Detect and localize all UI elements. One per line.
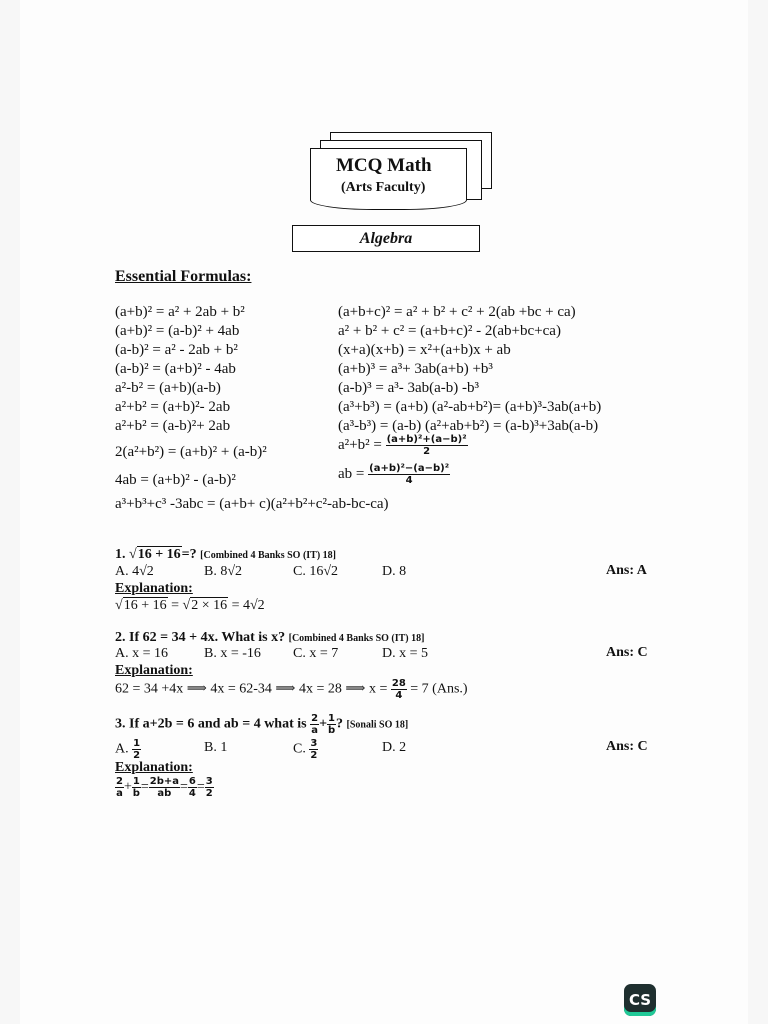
fraction bbox=[205, 776, 214, 799]
q3-option-c[interactable] bbox=[293, 738, 318, 761]
q3-option-a[interactable] bbox=[115, 738, 141, 761]
formula-last: a³+b³+c³ -3abc = (a+b+ c)(a²+b²+c²-ab-bc-ca) bbox=[115, 496, 389, 512]
fraction-numerator: (a+b)²+(a−b)² bbox=[386, 434, 467, 445]
q3-option-a-label: A. bbox=[115, 741, 129, 757]
question-1-source: [Combined 4 Banks SO (IT) 18] bbox=[200, 550, 337, 561]
q3-explanation-heading: Explanation: bbox=[115, 760, 193, 775]
fraction bbox=[309, 738, 318, 761]
formula-left-3: (a-b)² = a² - 2ab + b² bbox=[115, 342, 238, 358]
question-2 bbox=[115, 630, 424, 646]
question-3-source: [Sonali SO 18] bbox=[346, 719, 409, 731]
q3-option-c-label: C. bbox=[293, 741, 306, 757]
question-1-suffix: =? bbox=[181, 547, 197, 562]
q1-explanation-heading: Explanation: bbox=[115, 581, 193, 596]
q3-expl-op: = bbox=[180, 779, 188, 795]
q2-option-d[interactable]: D. x = 5 bbox=[382, 646, 429, 661]
q2-explanation-heading: Explanation: bbox=[115, 663, 193, 678]
question-1-radicand: 16 + 16 bbox=[137, 547, 181, 562]
fraction-numerator: 3 bbox=[310, 738, 318, 749]
fraction-numerator: 6 bbox=[188, 776, 196, 787]
formula-fraction-1-lhs: a²+b² = bbox=[338, 436, 382, 453]
q1-answer: Ans: A bbox=[606, 563, 647, 578]
formulas-heading: Essential Formulas: bbox=[115, 268, 252, 285]
fraction-denominator: 2 bbox=[205, 788, 213, 799]
fraction bbox=[386, 434, 468, 457]
q2-expl-tail: = 7 (Ans.) bbox=[410, 681, 468, 697]
q3-expl-op: = bbox=[140, 779, 149, 795]
fraction-numerator: (a+b)²−(a−b)² bbox=[369, 463, 450, 474]
fraction-denominator: 4 bbox=[405, 475, 413, 486]
formula-left-1: (a+b)² = a² + 2ab + b² bbox=[115, 304, 245, 320]
fraction-denominator: b bbox=[327, 725, 336, 736]
q1-expl-radicand-1: 16 + 16 bbox=[123, 598, 167, 613]
q3-explanation bbox=[115, 776, 214, 799]
page-subtitle: (Arts Faculty) bbox=[341, 180, 426, 195]
question-1: 1. √16 + 16=? [Combined 4 Banks SO (IT) 18] bbox=[115, 547, 337, 562]
question-2-text: 2. If 62 = 34 + 4x. What is x? bbox=[115, 630, 286, 645]
fraction-numerator: 1 bbox=[133, 738, 141, 749]
q3-answer: Ans: C bbox=[606, 739, 648, 754]
q1-expl-eq2: = 4√2 bbox=[231, 598, 265, 613]
q1-option-a[interactable]: A. 4√2 bbox=[115, 564, 154, 579]
fraction-numerator: 28 bbox=[391, 678, 406, 689]
q1-option-c[interactable]: C. 16√2 bbox=[293, 564, 339, 579]
fraction bbox=[115, 776, 124, 799]
fraction-numerator: 1 bbox=[132, 776, 140, 787]
q1-option-d[interactable]: D. 8 bbox=[382, 564, 407, 579]
topic-label: Algebra bbox=[359, 229, 413, 247]
fraction bbox=[368, 463, 450, 486]
fraction-denominator: a bbox=[311, 725, 318, 736]
fraction-denominator: b bbox=[132, 788, 140, 799]
formula-left-6: a²+b² = (a+b)²- 2ab bbox=[115, 399, 231, 415]
q2-option-a[interactable]: A. x = 16 bbox=[115, 646, 169, 661]
question-3 bbox=[115, 713, 408, 736]
fraction bbox=[310, 713, 319, 736]
fraction-denominator: 2 bbox=[133, 750, 141, 761]
question-1-number: 1. bbox=[115, 547, 126, 562]
fraction bbox=[149, 776, 180, 799]
question-3-text: 3. If a+2b = 6 and ab = 4 what is bbox=[115, 716, 307, 732]
fraction bbox=[391, 678, 407, 701]
formula-right-5: (a-b)³ = a³- 3ab(a-b) -b³ bbox=[338, 380, 480, 396]
fraction-denominator: 2 bbox=[310, 750, 318, 761]
camscanner-logo-icon bbox=[624, 984, 656, 1016]
q2-expl-text: 62 = 34 +4x ⟹ 4x = 62-34 ⟹ 4x = 28 ⟹ x = bbox=[115, 681, 388, 697]
fraction-denominator: 4 bbox=[188, 788, 196, 799]
formula-right-6: (a³+b³) = (a+b) (a²-ab+b²)= (a+b)³-3ab(a+b) bbox=[338, 399, 602, 415]
fraction-numerator: 1 bbox=[328, 713, 336, 724]
fraction-numerator: 2 bbox=[116, 776, 123, 787]
q2-option-c[interactable]: C. x = 7 bbox=[293, 646, 339, 661]
question-3-plus: + bbox=[319, 716, 328, 732]
formula-right-7: (a³-b³) = (a-b) (a²+ab+b²) = (a-b)³+3ab(a-b) bbox=[338, 418, 599, 434]
q3-option-b[interactable]: B. 1 bbox=[204, 740, 228, 755]
question-3-qmark: ? bbox=[336, 716, 344, 732]
fraction-denominator: ab bbox=[157, 788, 172, 799]
q3-expl-op: + bbox=[123, 779, 132, 795]
fraction-numerator: 2 bbox=[311, 713, 319, 724]
formula-right-4: (a+b)³ = a³+ 3ab(a+b) +b³ bbox=[338, 361, 493, 377]
q2-answer: Ans: C bbox=[606, 645, 648, 660]
fraction-numerator: 3 bbox=[205, 776, 213, 787]
formula-right-1: (a+b+c)² = a² + b² + c² + 2(ab +bc + ca) bbox=[338, 304, 576, 320]
formula-fraction-1 bbox=[338, 434, 468, 457]
formula-left-9: 4ab = (a+b)² - (a-b)² bbox=[115, 472, 236, 488]
fraction-denominator: 4 bbox=[395, 690, 403, 701]
formula-left-5: a²-b² = (a+b)(a-b) bbox=[115, 380, 221, 396]
formula-left-2: (a+b)² = (a-b)² + 4ab bbox=[115, 323, 240, 339]
q3-option-d[interactable]: D. 2 bbox=[382, 740, 407, 755]
page-title: MCQ Math bbox=[336, 155, 432, 176]
fraction bbox=[132, 738, 141, 761]
formula-fraction-2-lhs: ab = bbox=[338, 465, 365, 482]
fraction bbox=[188, 776, 197, 799]
q1-expl-eq1: = bbox=[171, 598, 179, 613]
q3-expl-op: = bbox=[196, 779, 205, 795]
camscanner-logo-text: CS bbox=[628, 991, 652, 1009]
q1-option-b[interactable]: B. 8√2 bbox=[204, 564, 243, 579]
formula-right-2: a² + b² + c² = (a+b+c)² - 2(ab+bc+ca) bbox=[338, 323, 561, 339]
q2-option-b[interactable]: B. x = -16 bbox=[204, 646, 261, 661]
q1-expl-radicand-2: 2 × 16 bbox=[191, 598, 228, 613]
fraction-denominator: 2 bbox=[423, 446, 431, 457]
formula-left-7: a²+b² = (a-b)²+ 2ab bbox=[115, 418, 231, 434]
fraction-denominator: a bbox=[116, 788, 123, 799]
topic-box bbox=[292, 225, 480, 252]
question-2-source: [Combined 4 Banks SO (IT) 18] bbox=[288, 633, 425, 644]
formula-left-8: 2(a²+b²) = (a+b)² + (a-b)² bbox=[115, 444, 267, 460]
fraction bbox=[132, 776, 141, 799]
fraction bbox=[327, 713, 336, 736]
q2-explanation bbox=[115, 678, 468, 701]
title-card bbox=[310, 148, 467, 210]
formula-left-4: (a-b)² = (a+b)² - 4ab bbox=[115, 361, 236, 377]
formula-right-3: (x+a)(x+b) = x²+(a+b)x + ab bbox=[338, 342, 511, 358]
q1-explanation: √16 + 16 = √2 × 16 = 4√2 bbox=[115, 598, 265, 613]
formula-fraction-2 bbox=[338, 463, 450, 486]
fraction-numerator: 2b+a bbox=[149, 776, 179, 787]
